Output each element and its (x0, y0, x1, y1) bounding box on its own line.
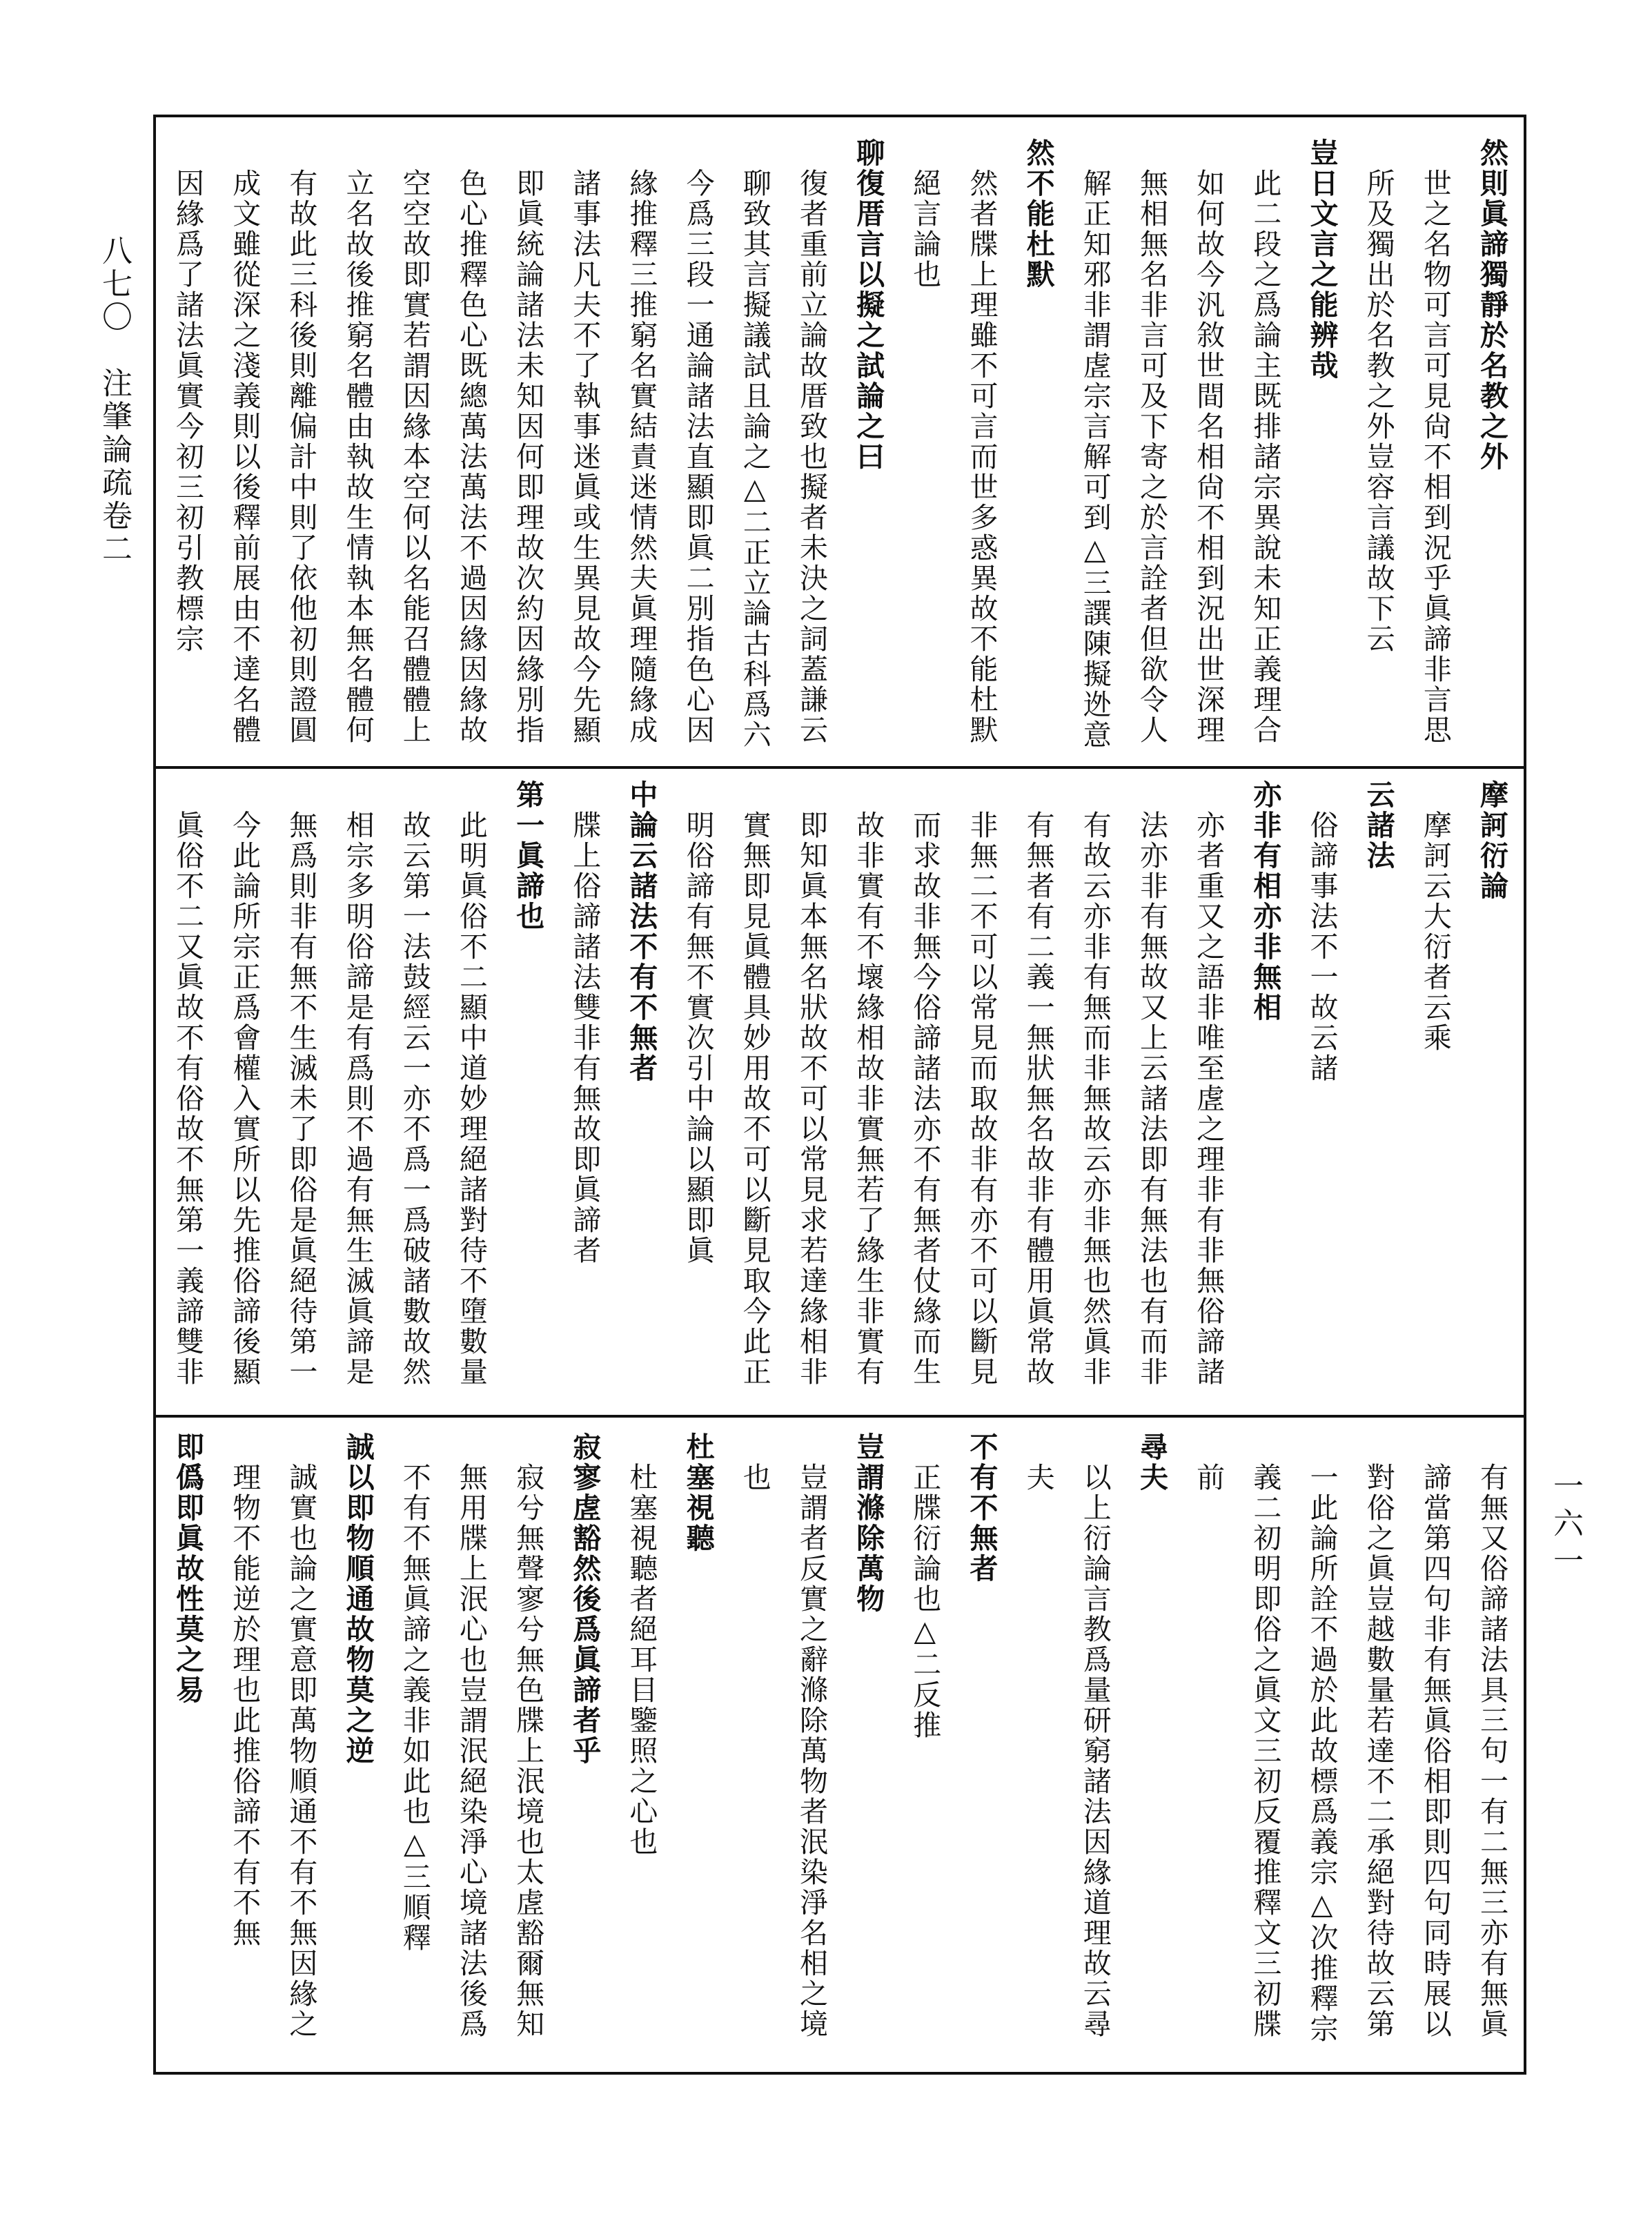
commentary-column: 一此論所詮不過於此故標爲義宗△次推釋宗 (1305, 1432, 1339, 2044)
commentary-column: 世之名物可言可見尙不相到況乎眞諦非言思 (1418, 138, 1452, 745)
page-number: 一六一 (1548, 1470, 1583, 1582)
main-text-column: 尋夫 (1134, 1432, 1168, 1493)
commentary-column: 眞俗不二又眞故不有俗故不無第一義諦雙非 (171, 780, 205, 1387)
commentary-column: 如何故今汎敘世間名相尙不相到況出世深理 (1192, 138, 1226, 745)
commentary-column: 諦當第四句非有無眞俗相即則四句同時展以 (1418, 1432, 1452, 2039)
main-text-column: 云諸法 (1361, 780, 1395, 871)
commentary-column: 解正知邪非謂虗宗言解可到△三譔陳擬迯意 (1078, 138, 1112, 750)
main-text-column: 杜塞視聽 (681, 1432, 715, 1554)
commentary-column: 即知眞本無名狀故不可以常見求若達緣相非 (794, 780, 828, 1387)
commentary-column: 相宗多明俗諦是有爲則不過有無生滅眞諦是 (341, 780, 375, 1387)
commentary-column: 諸事法凡夫不了執事迷眞或生異見故今先顯 (568, 138, 602, 745)
main-text-column: 中論云諸法不有不無者 (625, 780, 658, 1084)
commentary-column: 有無又俗諦諸法具三句一有二無三亦有無眞 (1475, 1432, 1508, 2039)
commentary-column: 此明眞俗不二顯中道妙理絕諸對待不墮數量 (454, 780, 488, 1387)
band-divider-bottom (153, 1415, 1526, 1418)
main-text-column: 然則眞諦獨靜於名教之外 (1475, 138, 1508, 472)
commentary-column: 前 (1192, 1432, 1226, 1493)
commentary-column: 杜塞視聽者絕耳目鑒照之心也 (625, 1432, 658, 1857)
commentary-column: 非無二不可以常見而取故非有亦不可以斷見 (965, 780, 999, 1387)
commentary-column: 以上衍論言教爲量研窮諸法因緣道理故云尋 (1078, 1432, 1112, 2039)
commentary-column: 成文雖從深之淺義則以後釋前展由不達名體 (228, 138, 262, 745)
commentary-column: 寂兮無聲寥兮無色牒上泯境也太虗豁爾無知 (511, 1432, 545, 2039)
commentary-column: 所及獨出於名教之外豈容言議故下云 (1361, 138, 1395, 654)
band-divider-top (153, 766, 1526, 769)
commentary-column: 緣推釋三推窮名實結責迷情然夫眞理隨緣成 (625, 138, 658, 745)
commentary-column: 色心推釋色心既總萬法萬法不過因緣因緣故 (454, 138, 488, 745)
main-text-column: 寂寥虗豁然後爲眞諦者乎 (568, 1432, 602, 1766)
commentary-column: 即眞統論諸法未知因何即理故次約因緣別指 (511, 138, 545, 745)
commentary-column: 理物不能逆於理也此推俗諦不有不無 (228, 1432, 262, 1948)
main-text-column: 即僞即眞故性莫之易 (171, 1432, 205, 1705)
commentary-column: 絕言論也 (908, 138, 942, 290)
commentary-column: 無用牒上泯心也豈謂泯絕染淨心境諸法後爲 (454, 1432, 488, 2039)
commentary-column: 立名故後推窮名體由執故生情執本無名體何 (341, 138, 375, 745)
main-text-column: 第一眞諦也 (511, 780, 545, 932)
text-band-lower (166, 1432, 1514, 2064)
commentary-column: 誠實也論之實意即萬物順通不有不無因緣之 (284, 1432, 318, 2039)
commentary-column: 復者重前立論故厝致也擬者未決之詞蓋謙云 (794, 138, 828, 745)
commentary-column: 此二段之爲論主既排諸宗異說未知正義理合 (1248, 138, 1282, 745)
commentary-column: 義二初明即俗之眞文三初反覆推釋文三初牒 (1248, 1432, 1282, 2039)
commentary-column: 故云第一法鼓經云一亦不爲一爲破諸數故然 (397, 780, 431, 1387)
commentary-column: 豈謂者反實之辭滌除萬物者泯染淨名相之境 (794, 1432, 828, 2039)
commentary-column: 夫 (1021, 1432, 1055, 1493)
text-band-middle (166, 780, 1514, 1408)
commentary-column: 對俗之眞豈越數量若達不二承絕對待故云第 (1361, 1432, 1395, 2039)
text-band-upper (166, 138, 1514, 759)
commentary-column: 亦者重又之語非唯至虗之理非有非無俗諦諸 (1192, 780, 1226, 1387)
commentary-column: 法亦非有無故又上云諸法即有無法也有而非 (1134, 780, 1168, 1387)
main-text-column: 聊復厝言以擬之試論之曰 (852, 138, 885, 472)
commentary-column: 正牒衍論也△二反推 (908, 1432, 942, 1741)
commentary-column: 牒上俗諦諸法雙非有無故即眞諦者 (568, 780, 602, 1266)
main-text-column: 亦非有相亦非無相 (1248, 780, 1282, 1023)
main-text-column: 然不能杜默 (1021, 138, 1055, 290)
commentary-column: 空空故即實若謂因緣本空何以名能召體體上 (397, 138, 431, 745)
commentary-column: 無相無名非言可及下寄之於言詮者但欲令人 (1134, 138, 1168, 745)
main-text-column: 不有不無者 (965, 1432, 999, 1584)
commentary-column: 明俗諦有無不實次引中論以顯即眞 (681, 780, 715, 1266)
commentary-column: 今爲三段一通論諸法直顯即眞二別指色心因 (681, 138, 715, 745)
commentary-column: 故非實有不壞緣相故非實無若了緣生非實有 (852, 780, 885, 1387)
commentary-column: 有故此三科後則離偏計中則了依他初則證圓 (284, 138, 318, 745)
commentary-column: 無爲則非有無不生滅未了即俗是眞絕待第一 (284, 780, 318, 1387)
main-text-column: 摩訶衍論 (1475, 780, 1508, 901)
commentary-column: 摩訶云大衍者云乘 (1418, 780, 1452, 1053)
commentary-column: 有故云亦非有無而非無故云亦非無也然眞非 (1078, 780, 1112, 1387)
commentary-column: 也 (738, 1432, 771, 1493)
main-text-column: 豈謂滌除萬物 (852, 1432, 885, 1614)
margin-title: 八七〇 注肇論疏卷二 (97, 235, 132, 566)
commentary-column: 聊致其言擬議試且論之△二正立論古科爲六 (738, 138, 771, 750)
commentary-column: 不有不無眞諦之義非如此也△三順釋 (397, 1432, 431, 1953)
commentary-column: 俗諦事法不一故云諸 (1305, 780, 1339, 1084)
main-text-column: 豈日文言之能辨哉 (1305, 138, 1339, 381)
commentary-column: 因緣爲了諸法眞實今初三初引教標宗 (171, 138, 205, 654)
commentary-column: 而求故非無今俗諦諸法亦不有無者仗緣而生 (908, 780, 942, 1387)
commentary-column: 今此論所宗正爲會權入實所以先推俗諦後顯 (228, 780, 262, 1387)
main-text-column: 誠以即物順通故物莫之逆 (341, 1432, 375, 1766)
commentary-column: 然者牒上理雖不可言而世多惑異故不能杜默 (965, 138, 999, 745)
commentary-column: 有無者有二義一無狀無名故非有體用眞常故 (1021, 780, 1055, 1387)
commentary-column: 實無即見眞體具妙用故不可以斷見取今此正 (738, 780, 771, 1387)
